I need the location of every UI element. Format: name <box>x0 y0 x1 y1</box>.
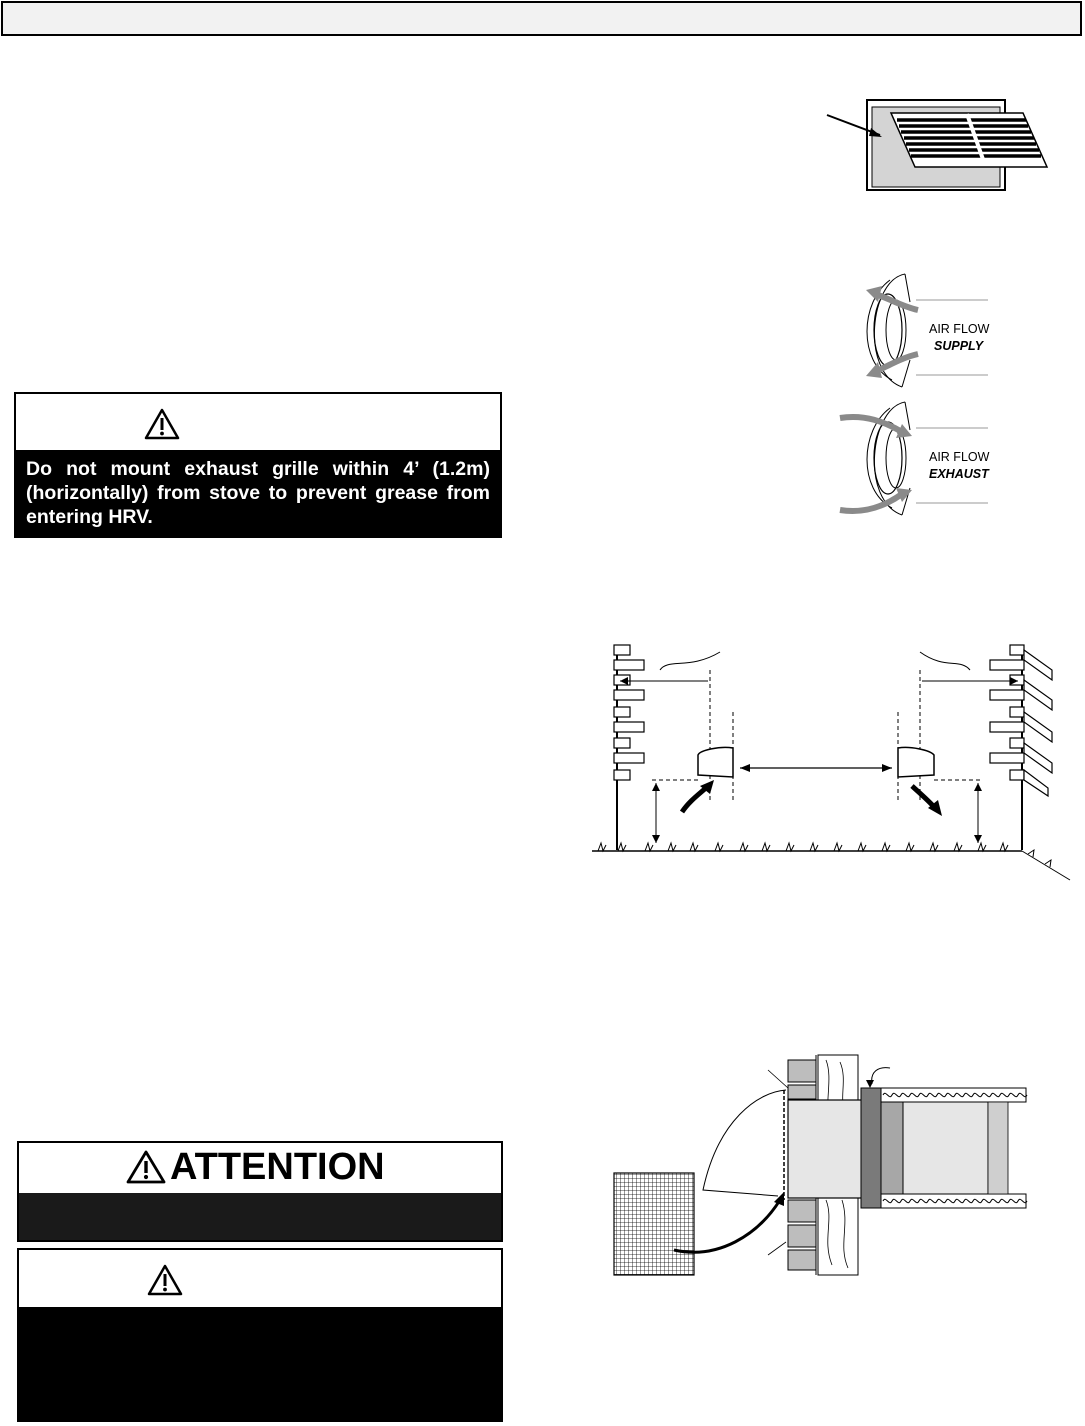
attention-box-header <box>19 1143 501 1193</box>
warning-box-body <box>16 450 500 536</box>
warning-box-2 <box>17 1248 503 1422</box>
section-header-bar <box>1 1 1082 36</box>
attention-box-body <box>19 1193 501 1240</box>
airflow-mode-supply: SUPPLY <box>934 339 984 353</box>
warning-box-2-body <box>19 1307 501 1420</box>
wall-hood-cross-section-figure <box>608 1050 1048 1280</box>
attention-box <box>17 1141 503 1242</box>
warning-box-2-header <box>19 1250 501 1307</box>
warning-box-header <box>16 394 500 450</box>
airflow-mode-exhaust: EXHAUST <box>929 467 989 481</box>
warning-triangle-icon <box>144 408 180 440</box>
attention-label: ATTENTION <box>170 1146 385 1188</box>
warning-triangle-icon <box>147 1264 183 1296</box>
exterior-hood-clearance-figure <box>590 640 1080 885</box>
airflow-label-supply: AIR FLOW <box>929 322 990 336</box>
airflow-diffuser-figure <box>830 262 995 524</box>
warning-triangle-icon <box>126 1150 166 1184</box>
grille-illustration <box>825 95 1055 200</box>
warning-box-grille-location <box>14 392 502 538</box>
warning-text: Do not mount exhaust grille within 4’ (1.2m) (horizontally) from stove to prevent grease from entering HRV. <box>26 458 490 528</box>
airflow-label-exhaust: AIR FLOW <box>929 450 990 464</box>
